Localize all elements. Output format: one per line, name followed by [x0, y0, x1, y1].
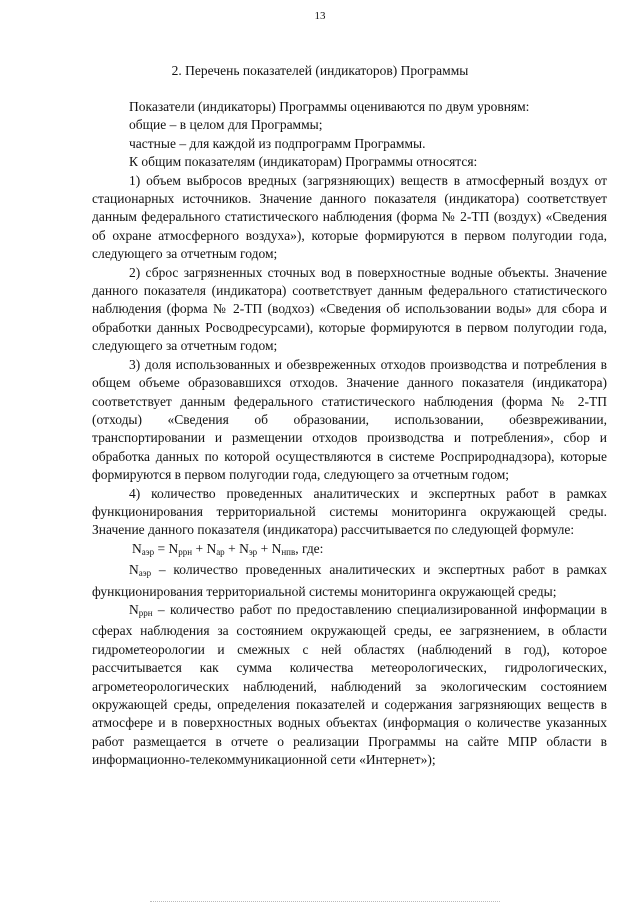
definition-paragraph: $N_{ррн}$ – количество работ по предоставлению специализированной информации в сферах наблюдения за состоянием окружающей среды, ее загрязнением, в области гидрометеорологии и смежных с ней областях (наблюдений в год), которое рассчитывается как сумма количества метеорологических, гидрологических, агрометеорологических наблюдений, наблюдений за экологическим состоянием окружающей среды, определения показателей и содержания загрязняющих веществ в атмосфере и в поверхностных водных объектах (информация о количестве указанных работ размещается в отчете о реализации Программы на сайте МПР области в информационно-телекоммуникационной сети «Интернет»);	[92, 601, 607, 768]
document-body	[92, 98, 607, 770]
paragraph: частные – для каждой из подпрограмм Программы.	[129, 135, 426, 151]
paragraph: 4) количество проведенных аналитических и экспертных работ в рамках функционирования территориальной системы мониторинга окружающей среды. Значение данного показателя (индикатора) рассчитывается по следующей формуле:	[92, 485, 607, 538]
formula: $N_{аэр} = N_{ррн} + N_{ар} + N_{эр} + N_{нпв}$, где:	[132, 540, 324, 557]
page-number: 13	[314, 10, 326, 22]
paragraph: 3) доля использованных и обезвреженных отходов производства и потребления в общем объеме образовавшихся отходов. Значение данного показателя (индикатора) соответствует данным федерального статистического наблюдения (форма № 2-ТП (отходы) «Сведения об образовании, использовании, обезвреживании, транспортировании и размещении отходов производства и потребления», сбор и обработка данных по которой осуществляются в системе Росприроднадзора), которые формируются в первом полугодии года, следующего за отчетным годом;	[92, 356, 607, 483]
paragraph: К общим показателям (индикаторам) Программы относятся:	[129, 154, 478, 170]
paragraph: 2) сброс загрязненных сточных вод в поверхностные водные объекты. Значение данного показателя (индикатора) соответствует данным федерального статистического наблюдения (форма № 2-ТП (водхоз) «Сведения об использовании воды» для сбора и обработки данных Росводресурсами), которые формируются в первом полугодии года, следующего за отчетным годом;	[92, 264, 607, 354]
scan-edge-artifact	[150, 901, 500, 903]
paragraph: 1) объем выбросов вредных (загрязняющих) веществ в атмосферный воздух от стационарных источников. Значение данного показателя (индикатора) соответствует данным федерального статистического наблюдения (форма № 2-ТП (воздух) «Сведения об охране атмосферного воздуха»), которые формируются в первом полугодии года, следующего за отчетным годом;	[92, 172, 607, 262]
paragraph: общие – в целом для Программы;	[129, 117, 323, 133]
definition-paragraph: $N_{аэр}$ – количество проведенных аналитических и экспертных работ в рамках функционирования территориальной системы мониторинга окружающей среды;	[92, 562, 607, 599]
section-heading: 2. Перечень показателей (индикаторов) Программы	[171, 63, 469, 78]
paragraph: Показатели (индикаторы) Программы оцениваются по двум уровням:	[129, 99, 530, 114]
